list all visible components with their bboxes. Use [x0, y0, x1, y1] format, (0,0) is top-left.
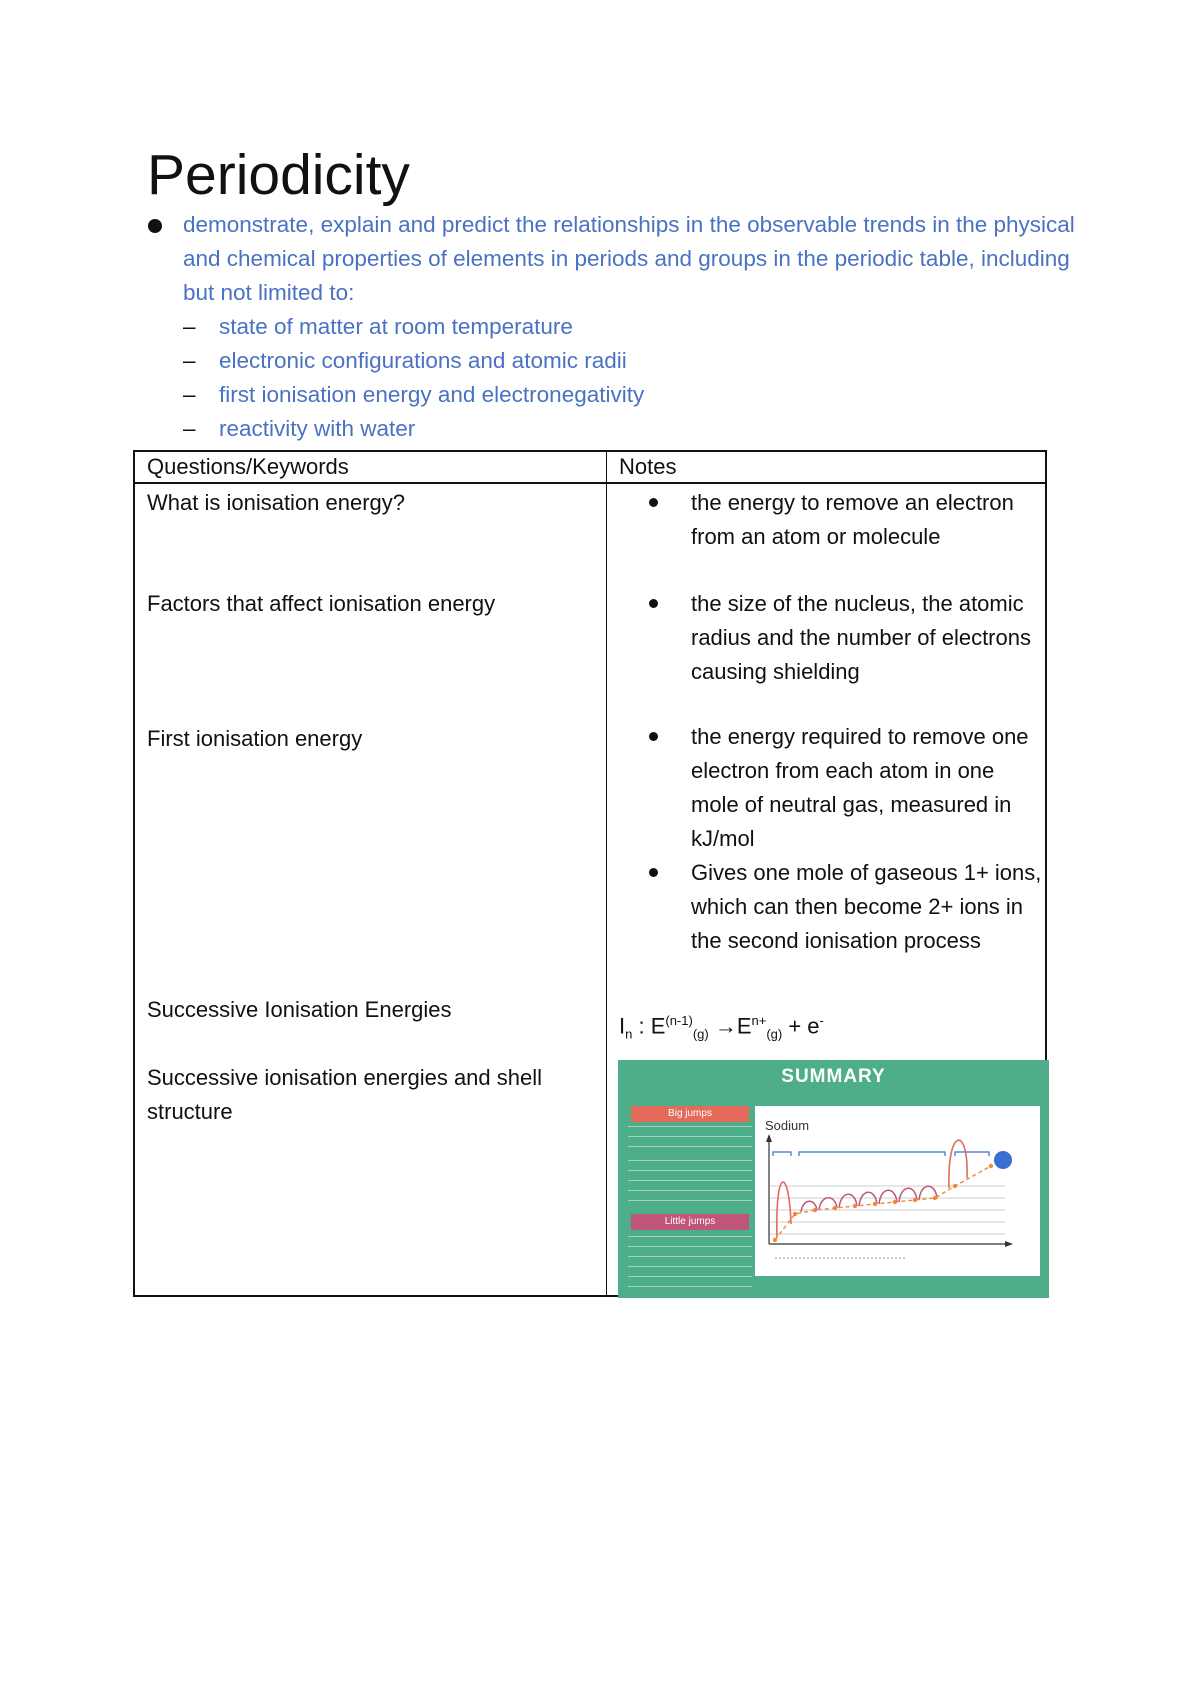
- summary-text-lines: [628, 1160, 752, 1202]
- note-factors: [607, 587, 1057, 689]
- dash-icon: –: [183, 348, 196, 373]
- outcome-sub-item: [147, 344, 1077, 378]
- summary-text-lines: [628, 1126, 752, 1148]
- note-bullet: the size of the nucleus, the atomic radius and the number of electrons causing shielding: [607, 587, 1057, 689]
- outcome-sub-item: [147, 412, 1077, 446]
- big-jumps-tag: Big jumps: [631, 1106, 749, 1122]
- note-first-ionisation: [607, 720, 1057, 958]
- dash-icon: –: [183, 382, 196, 407]
- note-ionisation-energy: [607, 486, 1057, 554]
- summary-text-lines: [628, 1236, 752, 1288]
- learning-outcomes: [147, 208, 1077, 446]
- question-first-ionisation: First ionisation energy: [147, 726, 363, 751]
- y-axis-arrow-icon: [766, 1134, 772, 1142]
- bullet-icon: [148, 219, 162, 233]
- outcome-sub-item: [147, 310, 1077, 344]
- outcome-sub-text: first ionisation energy and electronegativity: [219, 382, 645, 407]
- note-bullet: Gives one mole of gaseous 1+ ions, which can then become 2+ ions in the second ionisation process: [607, 856, 1057, 958]
- big-jump-curve: [949, 1140, 967, 1188]
- outcome-main-text: demonstrate, explain and predict the relationships in the observable trends in the physical and chemical properties of elements in periods and groups in the periodic table, including but not limited to:: [183, 212, 1075, 305]
- question-factors: Factors that affect ionisation energy: [147, 591, 496, 616]
- trend-line: [775, 1166, 991, 1240]
- header-questions: Questions/Keywords: [134, 451, 607, 483]
- note-bullet: the energy required to remove one electron from each atom in one mole of neutral gas, measured in kJ/mol: [607, 720, 1057, 856]
- outcome-sub-text: state of matter at room temperature: [219, 314, 573, 339]
- outcome-sub-item: [147, 378, 1077, 412]
- question-shell-structure: Successive ionisation energies and shell structure: [147, 1065, 543, 1124]
- questions-column: [134, 483, 607, 1296]
- dash-icon: –: [183, 416, 196, 441]
- outcome-sub-list: [147, 310, 1077, 446]
- outcome-sub-text: reactivity with water: [219, 416, 416, 441]
- graph-title: Sodium: [765, 1118, 810, 1133]
- sodium-ionisation-graph: [755, 1106, 1040, 1276]
- little-jumps-tag: Little jumps: [631, 1214, 749, 1230]
- question-ionisation-energy: What is ionisation energy?: [147, 490, 406, 515]
- shell-brackets: [773, 1152, 989, 1156]
- ionisation-formula: $I_n$ : $E^{(n-1)}_{(g)} \to E^{n+}_{(g)} + e^-$: [619, 1013, 824, 1042]
- cornell-notes-table: [133, 450, 1047, 1297]
- summary-image: [618, 1060, 1049, 1298]
- x-axis-arrow-icon: [1005, 1241, 1013, 1247]
- outcome-main: [147, 208, 1077, 310]
- question-successive: Successive Ionisation Energies: [147, 997, 452, 1022]
- note-bullet: the energy to remove an electron from an atom or molecule: [607, 486, 1057, 554]
- atom-icon: [994, 1151, 1012, 1169]
- header-notes: Notes: [607, 451, 1047, 483]
- notes-column: [607, 483, 1047, 1296]
- outcome-sub-text: electronic configurations and atomic radii: [219, 348, 627, 373]
- page-title: Periodicity: [147, 143, 410, 207]
- sodium-graph-panel: [755, 1106, 1040, 1276]
- dash-icon: –: [183, 314, 196, 339]
- summary-title: SUMMARY: [781, 1066, 886, 1087]
- graph-gridlines: [769, 1186, 1005, 1234]
